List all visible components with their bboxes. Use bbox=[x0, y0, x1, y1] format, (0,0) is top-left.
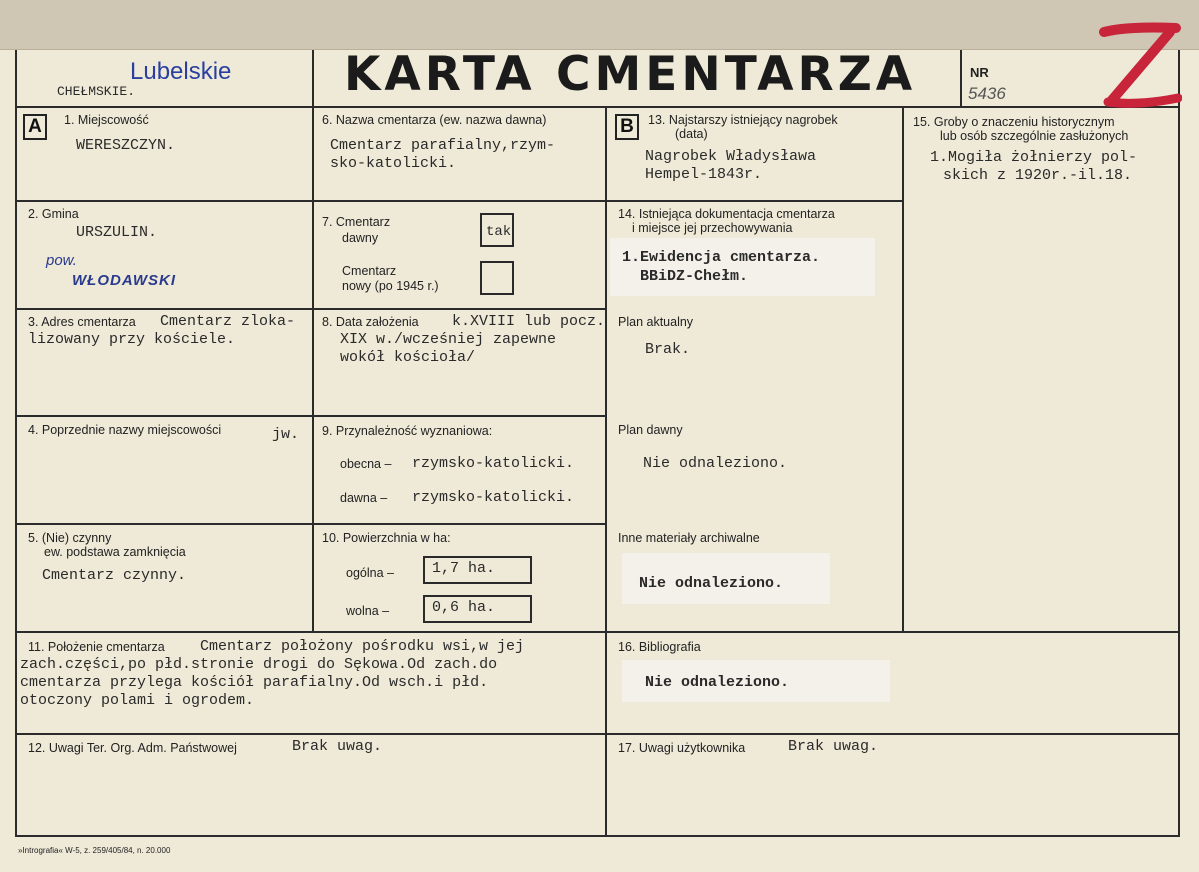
plan-dawny-value: Nie odnaleziono. bbox=[643, 455, 788, 472]
field-12-value: Brak uwag. bbox=[292, 738, 383, 755]
field-15-value-line2: skich z 1920r.-il.18. bbox=[943, 167, 1133, 184]
field-10-ogolna-label: ogólna – bbox=[346, 566, 394, 580]
field-13-value-line2: Hempel-1843r. bbox=[645, 166, 763, 183]
field-15-value-line1: 1.Mogiła żołnierzy pol- bbox=[930, 149, 1138, 166]
field-3-value-line1: Cmentarz zloka- bbox=[160, 313, 296, 330]
field-9-dawna-label: dawna – bbox=[340, 491, 388, 505]
field-11-line3: cmentarza przylega kościół parafialny.Od wsch.i płd. bbox=[20, 674, 489, 691]
field-6-value-line2: sko-katolicki. bbox=[330, 155, 457, 172]
field-10-ogolna-value: 1,7 ha. bbox=[432, 560, 496, 577]
powiat-name: WŁODAWSKI bbox=[72, 272, 176, 289]
field-5-value: Cmentarz czynny. bbox=[42, 567, 187, 584]
plan-dawny-label: Plan dawny bbox=[618, 423, 683, 437]
field-7-nowy-label-line2: nowy (po 1945 r.) bbox=[342, 279, 439, 293]
field-16-label: 16. Bibliografia bbox=[618, 640, 701, 654]
section-b-letter: B bbox=[615, 114, 639, 140]
page-title: KARTA CMENTARZA bbox=[344, 47, 917, 102]
field-8-value-line1: k.XVIII lub pocz. bbox=[452, 313, 606, 330]
field-5-label-line1: 5. (Nie) czynny bbox=[28, 531, 112, 545]
field-2-value: URSZULIN. bbox=[76, 224, 158, 241]
footer-imprint: »Intrografia« W-5, z. 259/405/84, n. 20.000 bbox=[18, 846, 171, 855]
inne-materialy-value: Nie odnaleziono. bbox=[639, 575, 784, 592]
field-11-line4: otoczony polami i ogrodem. bbox=[20, 692, 255, 709]
field-2-label: 2. Gmina bbox=[28, 207, 79, 221]
stamp-letter bbox=[1098, 14, 1099, 15]
region-typed: CHEŁMSKIE. bbox=[57, 84, 136, 99]
field-6-value-line1: Cmentarz parafialny,rzym- bbox=[330, 137, 556, 154]
field-17-value: Brak uwag. bbox=[788, 738, 879, 755]
field-7-dawny-label: dawny bbox=[342, 231, 379, 245]
field-5-label-line2: ew. podstawa zamknięcia bbox=[44, 545, 186, 559]
field-3-label: 3. Adres cmentarza bbox=[28, 315, 136, 329]
field-10-wolna-value: 0,6 ha. bbox=[432, 599, 496, 616]
field-9-dawna-value: rzymsko-katolicki. bbox=[412, 489, 575, 506]
field-9-obecna-label: obecna – bbox=[340, 457, 392, 471]
powiat-prefix: pow. bbox=[46, 252, 77, 269]
plan-aktualny-label: Plan aktualny bbox=[618, 315, 694, 329]
field-6-label: 6. Nazwa cmentarza (ew. nazwa dawna) bbox=[322, 113, 547, 127]
field-14-value-line1: 1.Ewidencja cmentarza. bbox=[622, 249, 821, 266]
field-9-label: 9. Przynależność wyznaniowa: bbox=[322, 424, 493, 438]
field-14-value-line2: BBiDZ-Chełm. bbox=[640, 268, 749, 285]
nr-value: 5436 bbox=[968, 84, 1006, 103]
pasted-slip-documentation bbox=[610, 238, 875, 296]
field-11-line2: zach.części,po płd.stronie drogi do Sękowa.Od zach.do bbox=[20, 656, 498, 673]
field-1-value: WERESZCZYN. bbox=[76, 137, 176, 154]
field-15-label-line2: lub osób szczególnie zasłużonych bbox=[940, 129, 1129, 143]
field-13-label-line1: 13. Najstarszy istniejący nagrobek bbox=[648, 113, 838, 127]
field-8-value-line3: wokół kościoła/ bbox=[340, 349, 476, 366]
field-14-label-line2: i miejsce jej przechowywania bbox=[632, 221, 793, 235]
region-handwritten: Lubelskie bbox=[130, 58, 232, 85]
section-a-letter: A bbox=[23, 114, 47, 140]
field-16-value: Nie odnaleziono. bbox=[645, 674, 790, 691]
field-12-label: 12. Uwagi Ter. Org. Adm. Państwowej bbox=[28, 741, 237, 755]
checkbox-dawny-value: tak bbox=[486, 224, 512, 240]
field-9-obecna-value: rzymsko-katolicki. bbox=[412, 455, 575, 472]
field-13-value-line1: Nagrobek Władysława bbox=[645, 148, 817, 165]
field-10-wolna-label: wolna – bbox=[346, 604, 390, 618]
red-stamp bbox=[1098, 14, 1182, 110]
field-7-label: 7. Cmentarz bbox=[322, 215, 391, 229]
field-15-label-line1: 15. Groby o znaczeniu historycznym bbox=[913, 115, 1115, 129]
field-8-label: 8. Data założenia bbox=[322, 315, 419, 329]
inne-materialy-label: Inne materiały archiwalne bbox=[618, 531, 760, 545]
field-10-label: 10. Powierzchnia w ha: bbox=[322, 531, 451, 545]
field-13-label-line2: (data) bbox=[675, 127, 708, 141]
field-3-value-line2: lizowany przy kościele. bbox=[28, 331, 236, 348]
top-strip bbox=[0, 0, 1199, 50]
field-17-label: 17. Uwagi użytkownika bbox=[618, 741, 746, 755]
field-4-label: 4. Poprzednie nazwy miejscowości bbox=[28, 423, 222, 437]
field-1-label: 1. Miejscowość bbox=[64, 113, 149, 127]
field-7-nowy-label-line1: Cmentarz bbox=[342, 264, 397, 278]
field-14-label-line1: 14. Istniejąca dokumentacja cmentarza bbox=[618, 207, 835, 221]
field-8-value-line2: XIX w./wcześniej zapewne bbox=[340, 331, 557, 348]
field-11-line1: Cmentarz położony pośrodku wsi,w jej bbox=[200, 638, 525, 655]
field-11-label: 11. Położenie cmentarza bbox=[28, 640, 165, 654]
nr-label: NR bbox=[970, 65, 989, 80]
field-4-value: jw. bbox=[272, 426, 300, 443]
plan-aktualny-value: Brak. bbox=[645, 341, 691, 358]
checkbox-nowy bbox=[480, 261, 514, 295]
